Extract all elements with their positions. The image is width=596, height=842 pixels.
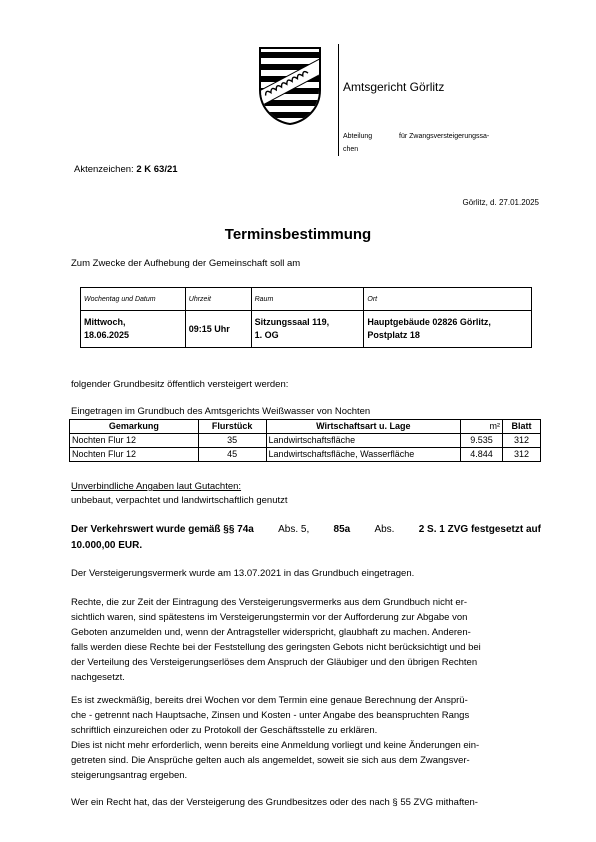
department-label: Abteilung: [343, 133, 373, 140]
header-room: Raum: [251, 288, 364, 311]
cell-gemarkung: Nochten Flur 12: [70, 448, 199, 462]
cell-area: 4.844: [461, 448, 503, 462]
col-gemarkung: Gemarkung: [70, 420, 199, 434]
paragraph-registration: Der Versteigerungsvermerk wurde am 13.07.2021 in das Grundbuch eingetragen.: [71, 568, 415, 579]
claims-line: Es ist zweckmäßig, bereits drei Wochen vor dem Termin eine genaue Berechnung der Ansprü-: [71, 695, 468, 706]
paragraph-objection: Wer ein Recht hat, das der Versteigerung des Grundbesitzes oder des nach § 55 ZVG mithaften-: [71, 797, 478, 808]
market-value-abs1: Abs. 5,: [278, 524, 310, 535]
file-reference-value: 2 K 63/21: [136, 164, 178, 175]
parcel-header-row: [70, 420, 541, 434]
appraisal-heading: Unverbindliche Angaben laut Gutachten:: [71, 481, 242, 492]
rights-line: Rechte, die zur Zeit der Eintragung des Versteigerungsvermerks aus dem Grundbuch nicht er-: [71, 597, 468, 608]
rights-line: falls werden diese Rechte bei der Feststellung des geringsten Gebots nicht berücksichtigt und bei: [71, 642, 481, 653]
market-value-part3: 2 S. 1 ZVG festgesetzt auf: [418, 524, 541, 535]
date-value: 18.06.2025: [84, 330, 130, 340]
market-value-amount: 10.000,00 EUR.: [71, 540, 143, 551]
header-divider: [338, 44, 339, 156]
appointment-header-row: [81, 288, 532, 311]
room-line1: Sitzungssaal 119,: [254, 317, 330, 327]
market-value: [71, 522, 541, 554]
file-reference-label: Aktenzeichen:: [74, 164, 134, 175]
claims-line: schriftlich einzureichen oder zu Protokoll der Geschäftsstelle zu erklären.: [71, 725, 378, 736]
market-value-abs2: Abs.: [374, 524, 395, 535]
coat-of-arms-icon: [258, 46, 322, 126]
market-value-part1: Der Verkehrswert wurde gemäß §§ 74a: [71, 524, 254, 535]
market-value-line1: [71, 522, 541, 538]
paragraph-rights: [71, 595, 541, 685]
header-time: Uhrzeit: [185, 288, 251, 311]
appointment-date: [81, 311, 186, 348]
appointment-place: [364, 311, 532, 348]
rights-line: nachgesetzt.: [71, 672, 125, 683]
col-flurstueck: Flurstück: [198, 420, 266, 434]
department-value: für Zwangsversteigerungssa-: [399, 133, 490, 140]
cell-wirtschaftsart: Landwirtschaftsfläche: [266, 434, 461, 448]
court-name: Amtsgericht Görlitz: [343, 80, 445, 94]
table-row: [70, 448, 541, 462]
claims-line: Dies ist nicht mehr erforderlich, wenn bereits eine Anmeldung vorliegt und keine Änderungen ein-: [71, 740, 480, 751]
paragraph-claims: [71, 693, 541, 783]
cell-wirtschaftsart: Landwirtschaftsfläche, Wasserfläche: [266, 448, 461, 462]
claims-line: steigerungsantrag ergeben.: [71, 770, 188, 781]
market-value-part2: 85a: [333, 524, 351, 535]
appointment-time: 09:15 Uhr: [185, 311, 251, 348]
rights-line: der Verteilung des Versteigerungserlöses dem Anspruch der Gläubiger und den übrigen Rechten: [71, 657, 478, 668]
cell-blatt: 312: [503, 448, 541, 462]
cell-flurstueck: 45: [198, 448, 266, 462]
date-weekday: Mittwoch,: [84, 317, 126, 327]
place-line1: Hauptgebäude 02826 Görlitz,: [367, 317, 491, 327]
cell-area: 9.535: [461, 434, 503, 448]
cell-flurstueck: 35: [198, 434, 266, 448]
register-title: Eingetragen im Grundbuch des Amtsgerichts Weißwasser von Nochten: [71, 406, 371, 417]
col-area: m²: [461, 420, 503, 434]
col-blatt: Blatt: [503, 420, 541, 434]
appointment-room: [251, 311, 364, 348]
room-line2: 1. OG: [254, 330, 279, 340]
claims-line: che - getrennt nach Hauptsache, Zinsen und Kosten - unter Angabe des beanspruchten Rangs: [71, 710, 470, 721]
appointment-table: [80, 287, 532, 348]
place-date: Görlitz, d. 27.01.2025: [462, 198, 539, 207]
header-place: Ort: [364, 288, 532, 311]
place-line2: Postplatz 18: [367, 330, 420, 340]
table-row: [70, 434, 541, 448]
rights-line: Geboten anzumelden und, wenn der Antragsteller widerspricht, glaubhaft zu machen. Anderen-: [71, 627, 471, 638]
parcel-table: [69, 419, 541, 462]
appraisal-text: unbebaut, verpachtet und landwirtschaftlich genutzt: [71, 495, 288, 506]
department-value-cont: chen: [343, 146, 359, 153]
col-wirtschaftsart: Wirtschaftsart u. Lage: [266, 420, 461, 434]
cell-gemarkung: Nochten Flur 12: [70, 434, 199, 448]
cell-blatt: 312: [503, 434, 541, 448]
page-title: Terminsbestimmung: [224, 226, 372, 243]
claims-line: getreten sind. Die Ansprüche gelten auch als angemeldet, soweit sie sich aus dem Zwangsver-: [71, 755, 470, 766]
intro-text: Zum Zwecke der Aufhebung der Gemeinschaft soll am: [71, 258, 301, 269]
appointment-value-row: [81, 311, 532, 348]
file-reference: [74, 164, 178, 175]
rights-line: sichtlich waren, sind spätestens im Versteigerungstermin vor der Aufforderung zur Abgabe von: [71, 612, 468, 623]
header-date: Wochentag und Datum: [81, 288, 186, 311]
following-text: folgender Grundbesitz öffentlich versteigert werden:: [71, 379, 289, 390]
